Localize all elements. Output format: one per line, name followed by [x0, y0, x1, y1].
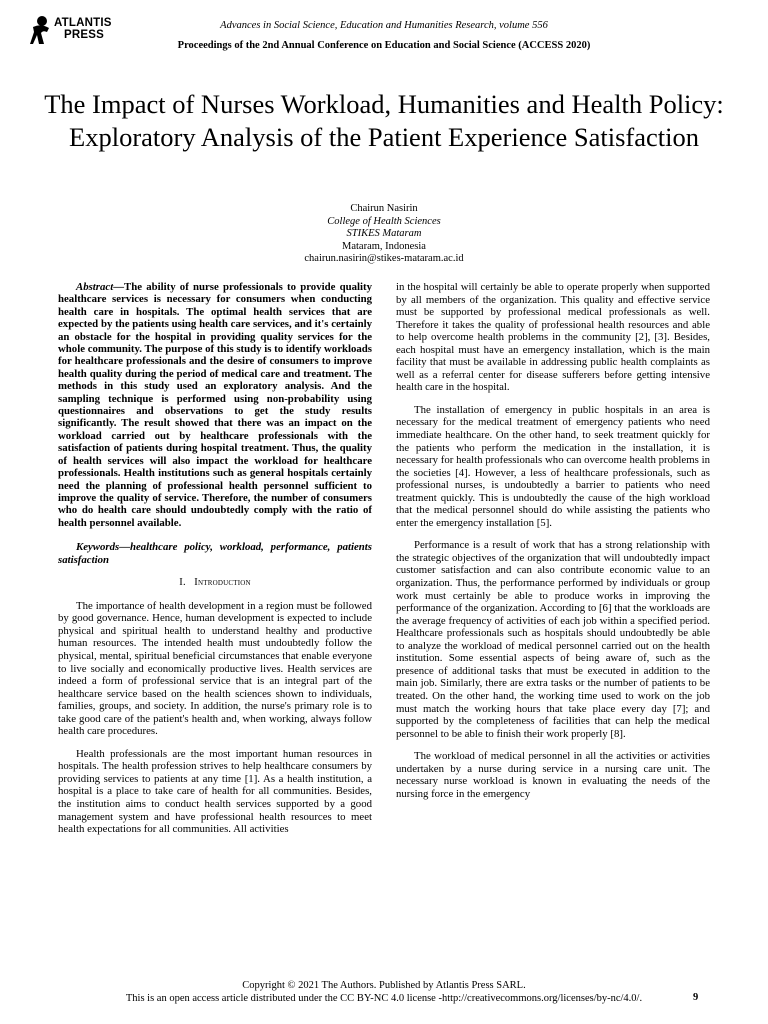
- abstract-label: Abstract: [76, 281, 114, 293]
- left-column: [58, 281, 372, 846]
- license-line: This is an open access article distributed under the CC BY-NC 4.0 license -http://creativecommons.org/licenses/by-nc/4.0/.: [125, 993, 643, 1004]
- logo-line1: ATLANTIS: [54, 17, 112, 29]
- series-header: Advances in Social Science, Education and Humanities Research, volume 556: [220, 20, 548, 31]
- right-column: [396, 281, 710, 810]
- body-paragraph: The installation of emergency in public hospitals in an area is necessary for the medical treatment of emergency patients who need immediate healthcare. On the other hand, to seek treatment quickly for the patients who perform the medication in the installation, it is necessary for health professionals who can overcome health problems in the societies [4]. However, a less of healthcare professionals, such as professional nurses, is undoubtedly a barrier to patients who need treatment quickly. This is undoubtedly the cause of the high workload that the medical personnel should do while assisting the patients who enter the emergency installation [5].: [396, 403, 710, 529]
- body-paragraph: The workload of medical personnel in all the activities or activities undertaken by a nurse during service in a nursing care unit. The necessary nurse workload is known in evaluating the needs of the nursing force in the emergency: [396, 750, 710, 800]
- section-number: I.: [179, 577, 186, 589]
- body-paragraph: Performance is a result of work that has a strong relationship with the strategic objectives of the organization that will undoubtedly impact customer satisfaction and can also contribute economic value to an organization. Thus, the performance performed by individuals or group work must certainly be able to produce works in improving the performance of the organization. According to [6] that the workloads are the average frequency of activities of each job within a specified period. Healthcare professionals such as hospitals should undoubtedly be able to analyze the workload of medical personnel carried out on the health institution. Some essential aspects of being aware of, such as the presence of additional tasks that must be executed in addition to the main job. Similarly, there are extra tasks or the number of patients to be treated. On the other hand, the working time used to work on the job must match the working hours that take place every day [7]; and supported by the completeness of facilities that can help the medical personnel to be able to finish their work properly [8].: [396, 539, 710, 740]
- author-name: Chairun Nasirin: [350, 203, 418, 214]
- section-heading-introduction: [58, 577, 372, 590]
- author-dept: College of Health Sciences: [327, 215, 441, 227]
- footer: [0, 979, 768, 1005]
- body-paragraph: The importance of health development in a region must be followed by good governance. Hence, human development is expected to include physical and spiritual health to understand healthy and productive human resources. The intended health must undoubtedly follow the physical, mental, spiritual beneficial circumstances that enable everyone to live socially and economically productive lives. Health services are indeed a form of professional service that is an integral part of the healthcare service based on the health sciences shown to individuals, families, groups, and society. In addition, the nurse's primary role is to take good care of the patient's health and, when working, always follow health care procedures.: [58, 599, 372, 738]
- logo-line2: PRESS: [64, 29, 104, 41]
- proceedings-header: Proceedings of the 2nd Annual Conference on Education and Social Science (ACCESS 2020): [177, 40, 591, 51]
- keywords: Keywords—healthcare policy, workload, performance, patients satisfaction: [58, 541, 372, 566]
- author-location: Mataram, Indonesia: [342, 240, 426, 252]
- paper-title: The Impact of Nurses Workload, Humanities and Health Policy: Exploratory Analysis of the Patient Experience Satisfaction: [44, 89, 724, 152]
- author-institution: STIKES Mataram: [346, 228, 422, 239]
- abstract-text: —The ability of nurse professionals to provide quality healthcare services is necessary for consumers when conducting health care in hospitals. The optimal health services that are expected by the patients using health care services, and it's certainly an obstacle for the hospital in providing quality services for the whole community. The purpose of this study is to identify workloads for healthcare professionals and the desire of consumers to improve health quality during the period of medical care and treatment. The methods in this study used an exploratory analysis. And the sampling technique is performed using non-probability using questionnaires and observations to get the study results significantly. The result showed that there was an impact on the workload carried out by healthcare professionals with the satisfaction of patients during hospital treatment. Thus, the quality of health services will also impact the workload for healthcare professionals. Health institutions such as general hospitals certainly need the planning of professional health personnel sufficient to improve the quality of service. Therefore, the number of consumers who do health care should undoubtedly comply with the ratio of health personnel available.: [58, 281, 372, 529]
- abstract: [58, 281, 372, 529]
- author-block: [0, 203, 768, 266]
- page-number: 9: [693, 992, 699, 1003]
- section-title: Introduction: [194, 577, 251, 589]
- copyright-line: Copyright © 2021 The Authors. Published by Atlantis Press SARL.: [242, 980, 526, 991]
- body-paragraph: in the hospital will certainly be able to operate properly when supported by all members of the organization. This quality and effective service must be supported by professional medical professionals as well. Therefore it takes the quality of professional health resources and able to help overcome health problems in the community [2], [3]. Besides, each hospital must have an emergency installation, which is the main facility that must be available in addressing public health complaints as well as a referral center for disease sufferers before getting intensive health care in the hospital.: [396, 281, 710, 394]
- body-paragraph: Health professionals are the most important human resources in hospitals. The health profession strives to help healthcare consumers by providing services to patients at any time [1]. As a health institution, a hospital is a place to take care of health for all communities. Besides, the institution aims to conduct health services supported by a good management system and have professional health resources to meet health expectations for all communities. All activities: [58, 747, 372, 836]
- author-email: chairun.nasirin@stikes-mataram.ac.id: [304, 253, 464, 264]
